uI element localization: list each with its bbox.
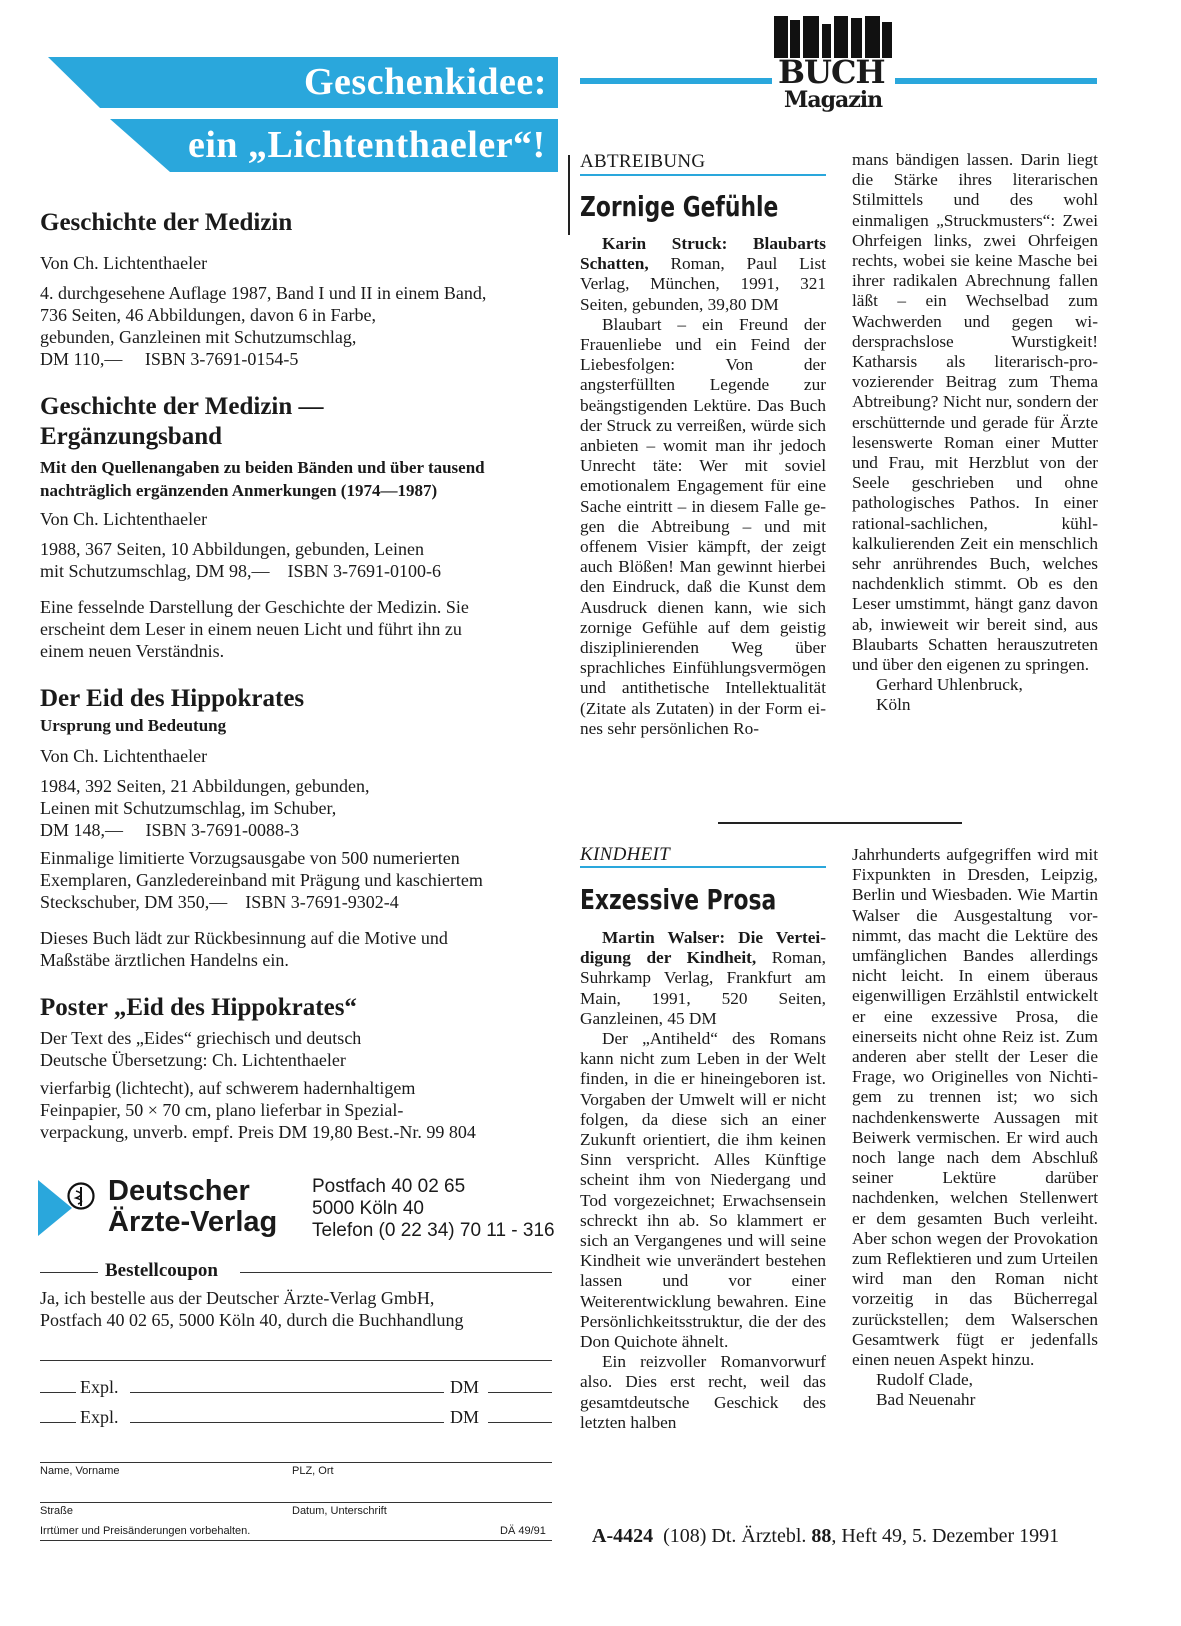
review-1-title: Zornige Gefühle <box>580 190 779 223</box>
review-2-kicker-rule <box>580 866 826 868</box>
book-2-subtitle-2: nachträglich ergänzenden Anmerkungen (1974—1987) <box>40 481 438 500</box>
book-1-title: Geschichte der Medizin <box>40 209 293 236</box>
header-rule-right <box>895 78 1097 84</box>
review-2-bib-rest: Roman, Suhrkamp Verlag, Frankfurt am Main, 1991, 520 Seiten, Ganzleinen, 45 DM <box>580 948 826 1028</box>
poster-intro-1: Der Text des „Eides“ griechisch und deutsch <box>40 1028 362 1048</box>
poster-detail-2: Feinpapier, 50 × 70 cm, plano lieferbar in Spezial- <box>40 1100 404 1120</box>
book-3-description-2: Maßstäbe ärztlichen Handelns ein. <box>40 950 289 970</box>
expl-1-qty-line[interactable] <box>40 1392 76 1393</box>
book-1-detail-4: DM 110,— ISBN 3-7691-0154-5 <box>40 349 299 369</box>
review-2-bib-bold: Martin Walser: Die Verteidigung der Kindheit, <box>580 928 826 968</box>
publisher-address-2: 5000 Köln 40 <box>312 1198 424 1219</box>
page-footer <box>592 1525 1059 1548</box>
coupon-rule-left <box>40 1272 98 1273</box>
plz-label: PLZ, Ort <box>292 1465 334 1477</box>
review-2-title: Exzessive Prosa <box>580 883 777 916</box>
book-3-author: Von Ch. Lichtenthaeler <box>40 746 208 766</box>
book-1-author: Von Ch. Lichtenthaeler <box>40 253 208 273</box>
expl-1-label: Expl. <box>80 1377 119 1397</box>
book-3-detail-1: 1984, 392 Seiten, 21 Abbildungen, gebunden, <box>40 776 370 796</box>
review-2-signature-name: Rudolf Clade, <box>876 1370 973 1390</box>
dm-2-amount-line[interactable] <box>488 1422 552 1423</box>
name-label: Name, Vorname <box>40 1465 120 1477</box>
bookstore-line[interactable] <box>40 1360 552 1361</box>
review-2-signature-city: Bad Neuenahr <box>876 1390 976 1410</box>
book-3-detail-3: DM 148,— ISBN 3-7691-0088-3 <box>40 820 299 840</box>
book-3-description-1: Dieses Buch lädt zur Rückbesinnung auf die Motive und <box>40 928 448 948</box>
poster-intro-2: Deutsche Übersetzung: Ch. Lichtenthaeler <box>40 1050 346 1070</box>
logo-magazin: Magazin <box>784 87 883 113</box>
dm-1-label: DM <box>450 1377 480 1397</box>
publisher-address-1: Postfach 40 02 65 <box>312 1176 466 1197</box>
footer-volume: 88 <box>811 1525 832 1547</box>
book-2-title-2: Ergänzungsband <box>40 423 223 450</box>
book-3-title: Der Eid des Hippokrates <box>40 685 305 712</box>
review-2-kicker: KINDHEIT <box>580 844 671 865</box>
review-2-col-1 <box>580 928 826 1433</box>
book-1-detail-1: 4. durchgesehene Auflage 1987, Band I und II in einem Band, <box>40 283 487 303</box>
header-rule-left <box>580 78 772 84</box>
coupon-bottom-rule <box>40 1540 552 1541</box>
review-1-bib-rest: Roman, Paul List Verlag, München, 1991, 321 Seiten, gebunden, 39,80 DM <box>580 254 826 314</box>
review-1-signature-name: Gerhard Uhlenbruck, <box>876 675 1023 695</box>
disclaimer: Irrtümer und Preisänderungen vorbehalten. <box>40 1525 251 1537</box>
review-1-kicker-rule <box>580 174 826 176</box>
coupon-text-2: Postfach 40 02 65, 5000 Köln 40, durch die Buchhandlung <box>40 1310 464 1330</box>
date-label: Datum, Unterschrift <box>292 1505 387 1517</box>
book-2-detail-1: 1988, 367 Seiten, 10 Abbildungen, gebunden, Leinen <box>40 539 424 559</box>
review-1-col-1 <box>580 234 826 739</box>
book-2-subtitle-1: Mit den Quellenangaben zu beiden Bänden und über tausend <box>40 458 485 477</box>
expl-2-qty-line[interactable] <box>40 1422 76 1423</box>
book-2-detail-2: mit Schutzumschlag, DM 98,— ISBN 3-7691-0100-6 <box>40 561 441 581</box>
buch-magazin-logo <box>772 14 894 126</box>
publisher-name-1: Deutscher <box>108 1175 250 1207</box>
book-3-special-1: Einmalige limitierte Vorzugsausgabe von 500 numerierten <box>40 848 460 868</box>
book-1-detail-3: gebunden, Ganzleinen mit Schutzumschlag, <box>40 327 357 347</box>
logo-buch: BUCH <box>778 53 885 91</box>
column-separator <box>568 155 570 235</box>
book-2-description-2: erscheint dem Leser in einem neuen Licht und führt ihn zu <box>40 619 462 639</box>
review-1-kicker: ABTREIBUNG <box>580 151 706 172</box>
street-label: Straße <box>40 1505 74 1517</box>
book-2-description-1: Eine fesselnde Darstellung der Geschichte der Medizin. Sie <box>40 597 469 617</box>
book-3-special-2: Exemplaren, Ganzledereinband mit Prägung und kaschiertem <box>40 870 483 890</box>
poster-detail-3: verpackung, unverb. empf. Preis DM 19,80 Best.-Nr. 99 804 <box>40 1122 476 1142</box>
coupon-heading: Bestellcoupon <box>105 1260 218 1281</box>
poster-detail-1: vierfarbig (lichtecht), auf schwerem hadernhaltigem <box>40 1078 416 1098</box>
expl-2-title-line[interactable] <box>130 1422 444 1423</box>
review-1-body-2: mans bändigen lassen. Darin liegt die Stärke ihres literarischen Stilmittels und des wohl einmaligen „Struckmusters“: Zwei Ohrfeigen links, zwei Ohrfeigen rechts, wobei sie keine Masche bei ihrer radikalen Abrechnung fallen läßt – ein Wechselbad zum Wachwerden und gegen widersprachslose Wurstigkeit! Katharsis als literarisch-provozierender Beitrag zum Thema Abtreibung? Nicht nur, sondern der erschütternde und gerade für Ärzte lesenswerte Roman einer Mutter und Frau, mit Herzblut von der Seele geschrieben und ohne pathologisches Pathos. In einer rational-sachlichen, kühl-kalkulierenden Zeit ein menschlich sehr anrührendes Buch, welches nachdenklich stimmt. Ob es den Leser umstimmt, hängt ganz davon ab, inwieweit wir bereit sind, aus Blaubarts Schatten herauszutreten und über den eigenen zu springen. <box>852 150 1098 675</box>
review-2-body-2: Ein reizvoller Romanvorwurf also. Dies erst recht, weil das gesamtdeutsche Geschick des letzten halben <box>580 1352 826 1432</box>
review-1-signature-city: Köln <box>876 695 911 715</box>
banner-line-1: Geschenkidee: <box>304 61 547 103</box>
book-3-subtitle: Ursprung und Bedeutung <box>40 716 227 735</box>
book-list <box>40 208 580 1143</box>
name-line[interactable] <box>40 1462 552 1463</box>
book-2-author: Von Ch. Lichtenthaeler <box>40 509 208 529</box>
expl-1-title-line[interactable] <box>130 1392 444 1393</box>
coupon-rule-right <box>240 1272 552 1273</box>
caduceus-icon <box>66 1181 96 1211</box>
book-2-title-1: Geschichte der Medizin — <box>40 393 324 420</box>
review-1-body-1: Blaubart – ein Freund der Frauenliebe und ein Feind der Liebesfolgen: Von der angsterfüllten Legende zur beängstigenden Lektüre. Das Buch der Struck zu verreißen, würde sich anbieten – womit man ihr jedoch Unrecht täte: Wer mit soviel emotionalem Engagement für eine Sache eintritt – in diesem Falle gegen die Abtreibung – und mit offenem Visier kämpft, der zeigt auch Blößen! Man gewinnt hierbei den Eindruck, daß die Kunst dem Ausdruck dienen kann, wie sich zornige Gefühle auf dem geistig disziplinierenden Weg über sprachliches Einfühlungsvermögen und antithetische Intellektualität (Zitate als Zutaten) in der Form eines sehr persönlichen Ro- <box>580 314 826 738</box>
review-divider <box>718 822 962 824</box>
banner-line-2: ein „Lichtenthaeler“! <box>188 124 546 166</box>
dm-1-amount-line[interactable] <box>488 1392 552 1393</box>
coupon-text-1: Ja, ich bestelle aus der Deutscher Ärzte-Verlag GmbH, <box>40 1288 435 1308</box>
review-1-bib-bold: Karin Struck: Blaubarts Schatten, <box>580 234 826 274</box>
book-3-detail-2: Leinen mit Schutzumschlag, im Schuber, <box>40 798 337 818</box>
book-1-detail-2: 736 Seiten, 46 Abbildungen, davon 6 in Farbe, <box>40 305 376 325</box>
coupon-code: DÄ 49/91 <box>500 1525 546 1537</box>
review-2-col-2 <box>852 845 1098 1411</box>
publisher-name-2: Ärzte-Verlag <box>108 1206 278 1238</box>
review-1-col-2 <box>852 150 1098 716</box>
street-line[interactable] <box>40 1502 552 1503</box>
footer-page-number: A-4424 <box>592 1525 654 1547</box>
book-2-description-3: einem neuen Verständnis. <box>40 641 225 661</box>
review-2-body-1: Der „Antiheld“ des Romans kann nicht zum Leben in der Welt finden, in die er hineingeboren ist. Vorgaben der Umwelt will er nicht folgen, da diese sich an einer Zukunft orientiert, die ihm keinen Sinn verspricht. Alles Künftige scheint ihm von Niedergang und Tod vorgezeichnet; Erwachsensein schreckt ihn ab. So klammert er sich an Vergangenes und will seine Kindheit wie unverändert bestehen lassen und vor einer Weiterentwicklung bewahren. Eine Persönlichkeitsstruktur, die der des Don Quichote ähnelt. <box>580 1029 826 1352</box>
expl-2-label: Expl. <box>80 1407 119 1427</box>
dm-2-label: DM <box>450 1407 480 1427</box>
footer-issue: , Heft 49, 5. Dezember 1991 <box>831 1525 1060 1547</box>
publisher-phone: Telefon (0 22 34) 70 11 - 316 <box>312 1220 555 1241</box>
footer-journal: (108) Dt. Ärztebl. <box>653 1525 812 1547</box>
review-2-body-3: Jahrhunderts aufgegriffen wird mit Fixpunkten in Dresden, Leipzig, Berlin und Wiesbaden. Wie Martin Walser die Ausgestaltung vornimmt, das macht die Lektüre des umfänglichen Bandes allerdings nicht leicht. In einem überaus eigenwilligen Erzählstil entwickelt er eine exzessive Prosa, die einerseits nicht ohne Reiz ist. Zum anderen aber stellt der Leser die Frage, wo Originelles von Nichtigem zu trennen ist; wo sich nachdenkenswerte Aussagen mit Beiwerk vermischen. Er wird auch noch lange nach dem Abschluß seiner Lektüre darüber nachdenken, welchen Stellenwert er dem gesamten Buch verleiht. Aber schon wegen der Provokation zum Reflektieren und zum Urteilen wird man den Roman nicht vorzeitig in das Bücherregal zurückstellen; dem Walserschen Gesamtwerk fügt er jedenfalls einen neuen Aspekt hinzu. <box>852 845 1098 1370</box>
book-3-special-3: Steckschuber, DM 350,— ISBN 3-7691-9302-4 <box>40 892 399 912</box>
poster-title: Poster „Eid des Hippokrates“ <box>40 994 357 1021</box>
